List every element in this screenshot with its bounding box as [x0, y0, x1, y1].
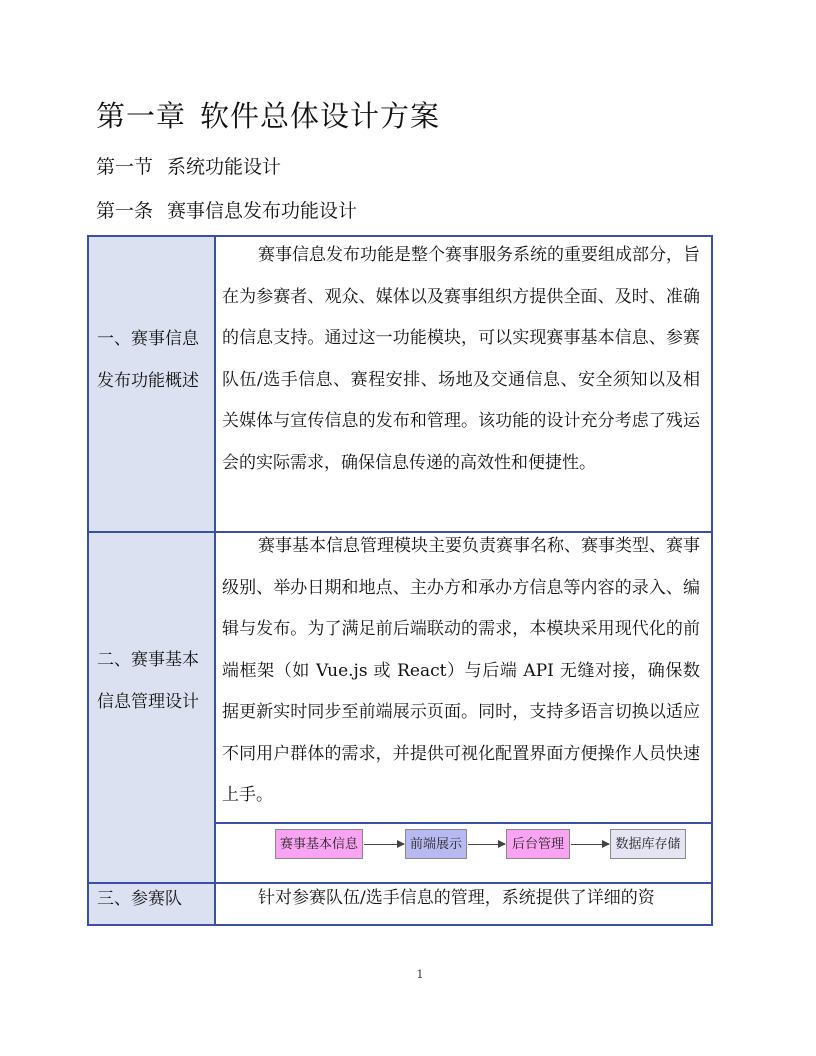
content-table: [87, 235, 713, 926]
row-label-teams: 三、参赛队: [97, 889, 182, 909]
article-title: [96, 196, 357, 223]
section-name: 系统功能设计: [167, 156, 282, 178]
flow-step-1: 赛事基本信息: [275, 829, 363, 859]
chapter-number: 第一章: [96, 99, 187, 133]
flow-arrow-2: [468, 844, 505, 845]
row-text-teams: 针对参赛队伍/选手信息的管理，系统提供了详细的资: [258, 888, 655, 908]
article-name: 赛事信息发布功能设计: [167, 200, 358, 222]
flow-step-3: 后台管理: [506, 829, 570, 859]
row-label-basic-info: 二、赛事基本信息管理设计: [97, 650, 199, 712]
row-text-overview: 赛事信息发布功能是整个赛事服务系统的重要组成部分，旨在为参赛者、观众、媒体以及赛事组织方提供全面、及时、准确的信息支持。通过这一功能模块，可以实现赛事基本信息、参赛队伍/选手信息、赛程安排、场地及交通信息、安全须知以及相关媒体与宣传信息的发布和管理。该功能的设计充分考虑了残运会的实际需求，确保信息传递的高效性和便捷性。: [222, 245, 700, 473]
chapter-name: 软件总体设计方案: [200, 99, 441, 133]
page-number: 1: [416, 968, 424, 981]
flow-arrow-1: [364, 844, 404, 845]
flow-step-2: 前端展示: [405, 829, 467, 859]
row-text-basic-info: 赛事基本信息管理模块主要负责赛事名称、赛事类型、赛事级别、举办日期和地点、主办方和承办方信息等内容的录入、编辑与发布。为了满足前后端联动的需求，本模块采用现代化的前端框架（如 Vue.js 或 React）与后端 API 无缝对接，确保数据更新实时同步至前端展示页面。同时，支持多语言切换以适应不同用户群体的需求，并提供可视化配置界面方便操作人员快速上手。: [222, 536, 700, 805]
row-divider-inner: [216, 822, 713, 824]
row-label-overview: 一、赛事信息发布功能概述: [97, 329, 199, 391]
chapter-title: [96, 94, 440, 135]
article-number: 第一条: [96, 200, 154, 222]
section-title: [96, 152, 281, 179]
flow-diagram: [275, 829, 695, 861]
section-number: 第一节: [96, 156, 154, 178]
flow-step-4: 数据库存储: [610, 829, 686, 859]
flow-arrow-3: [571, 844, 609, 845]
